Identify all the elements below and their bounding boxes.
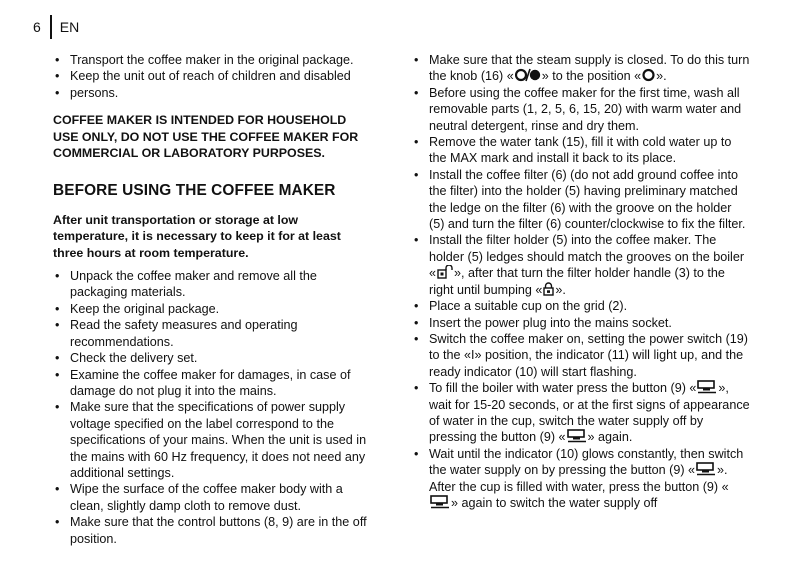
left-column xyxy=(53,52,373,547)
list-item: • Examine the coffee maker for damages, in case of damage do not plug it into the mains. xyxy=(53,367,373,400)
right-column xyxy=(412,52,750,511)
knob-closed-icon xyxy=(642,68,655,82)
list-item: • Insert the power plug into the mains socket. xyxy=(412,315,750,331)
list-item: • Wipe the surface of the coffee maker body with a clean, slightly damp cloth to remove dust. xyxy=(53,481,373,514)
list-item: • Make sure that the control buttons (8, 9) are in the off position. xyxy=(53,514,373,547)
list-item: • Switch the coffee maker on, setting the power switch (19) to the «I» position, the indicator (11) will light up, and the ready indicator (10) will start flashing. xyxy=(412,331,750,380)
knob-open-closed-icon xyxy=(515,68,541,82)
hot-water-icon xyxy=(696,462,716,476)
item-text: ». After the cup is filled with water, press the button (9) « xyxy=(429,463,729,494)
section-title: BEFORE USING THE COFFEE MAKER xyxy=(53,182,336,200)
item-text: » again. xyxy=(587,430,633,445)
language-code: EN xyxy=(59,19,80,35)
list-item: • Transport the coffee maker in the original package. xyxy=(53,52,373,68)
list-item: • Keep the unit out of reach of children and disabled xyxy=(53,68,373,84)
list-item xyxy=(412,446,750,512)
item-text: ». xyxy=(555,282,566,297)
page-number: 6 xyxy=(33,19,41,35)
household-warning: COFFEE MAKER IS INTENDED FOR HOUSEHOLD USE ONLY, DO NOT USE THE COFFEE MAKER FOR COMMERCIAL OR LABORATORY PURPOSES. xyxy=(53,113,359,161)
intro-list xyxy=(53,52,373,101)
list-item: • Before using the coffee maker for the first time, wash all removable parts (1, 2, 5, 6, 15, 20) with warm water and neutral detergent, rinse and dry them. xyxy=(412,85,750,134)
list-item xyxy=(412,380,750,446)
item-text: Make sure that the steam supply is closed. To do this turn the knob (16) « xyxy=(429,53,750,84)
item-text: » to the position « xyxy=(541,69,642,84)
hot-water-icon xyxy=(430,495,450,509)
list-item: • Install the coffee filter (6) (do not add ground coffee into the filter) into the holder (5) having preliminary matched the ledge on the filter (6) with the groove on the holder (5) and turn the filter (6) counter/clockwise to fix the filter. xyxy=(412,167,750,233)
list-item xyxy=(412,52,750,85)
list-item: • Check the delivery set. xyxy=(53,350,373,366)
header-divider xyxy=(50,15,52,39)
item-text: Wait until the indicator (10) glows constantly, then switch the water supply on by pressing the button (9) « xyxy=(429,446,744,478)
item-text: » again to switch the water supply off xyxy=(451,495,658,510)
lock-icon xyxy=(543,282,554,296)
item-text: Install the filter holder (5) into the coffee maker. The holder (5) ledges should match the grooves on the boiler « xyxy=(429,233,745,281)
list-item: • Keep the original package. xyxy=(53,301,373,317)
preparation-list xyxy=(53,268,373,547)
storage-note: After unit transportation or storage at low temperature, it is necessary to keep it for at least three hours at room temperature. xyxy=(53,212,341,260)
list-item: • Read the safety measures and operating recommendations. xyxy=(53,317,373,350)
item-text: », after that turn the filter holder handle (3) to the right until bumping « xyxy=(429,266,725,297)
page-header xyxy=(33,14,79,40)
list-item: • Make sure that the specifications of power supply voltage specified on the label correspond to the specifications of your mains. When the unit is used in the mains with 60 Hz frequency, it does not need any additional settings. xyxy=(53,399,373,481)
hot-water-icon xyxy=(567,429,587,443)
instruction-list xyxy=(412,52,750,511)
unlock-icon xyxy=(437,265,453,279)
hot-water-icon xyxy=(697,380,717,394)
list-item: • persons. xyxy=(53,85,373,101)
item-text: », wait for 15-20 seconds, or at the first signs of appearance of water in the cup, switch the water supply off by pressing the button (9) « xyxy=(429,381,750,445)
list-item: • Unpack the coffee maker and remove all the packaging materials. xyxy=(53,268,373,301)
item-text: ». xyxy=(656,69,667,84)
list-item xyxy=(412,232,750,298)
list-item: • Remove the water tank (15), fill it with cold water up to the MAX mark and install it back to its place. xyxy=(412,134,750,167)
list-item: • Place a suitable cup on the grid (2). xyxy=(412,298,750,314)
item-text: To fill the boiler with water press the button (9) « xyxy=(429,381,697,396)
